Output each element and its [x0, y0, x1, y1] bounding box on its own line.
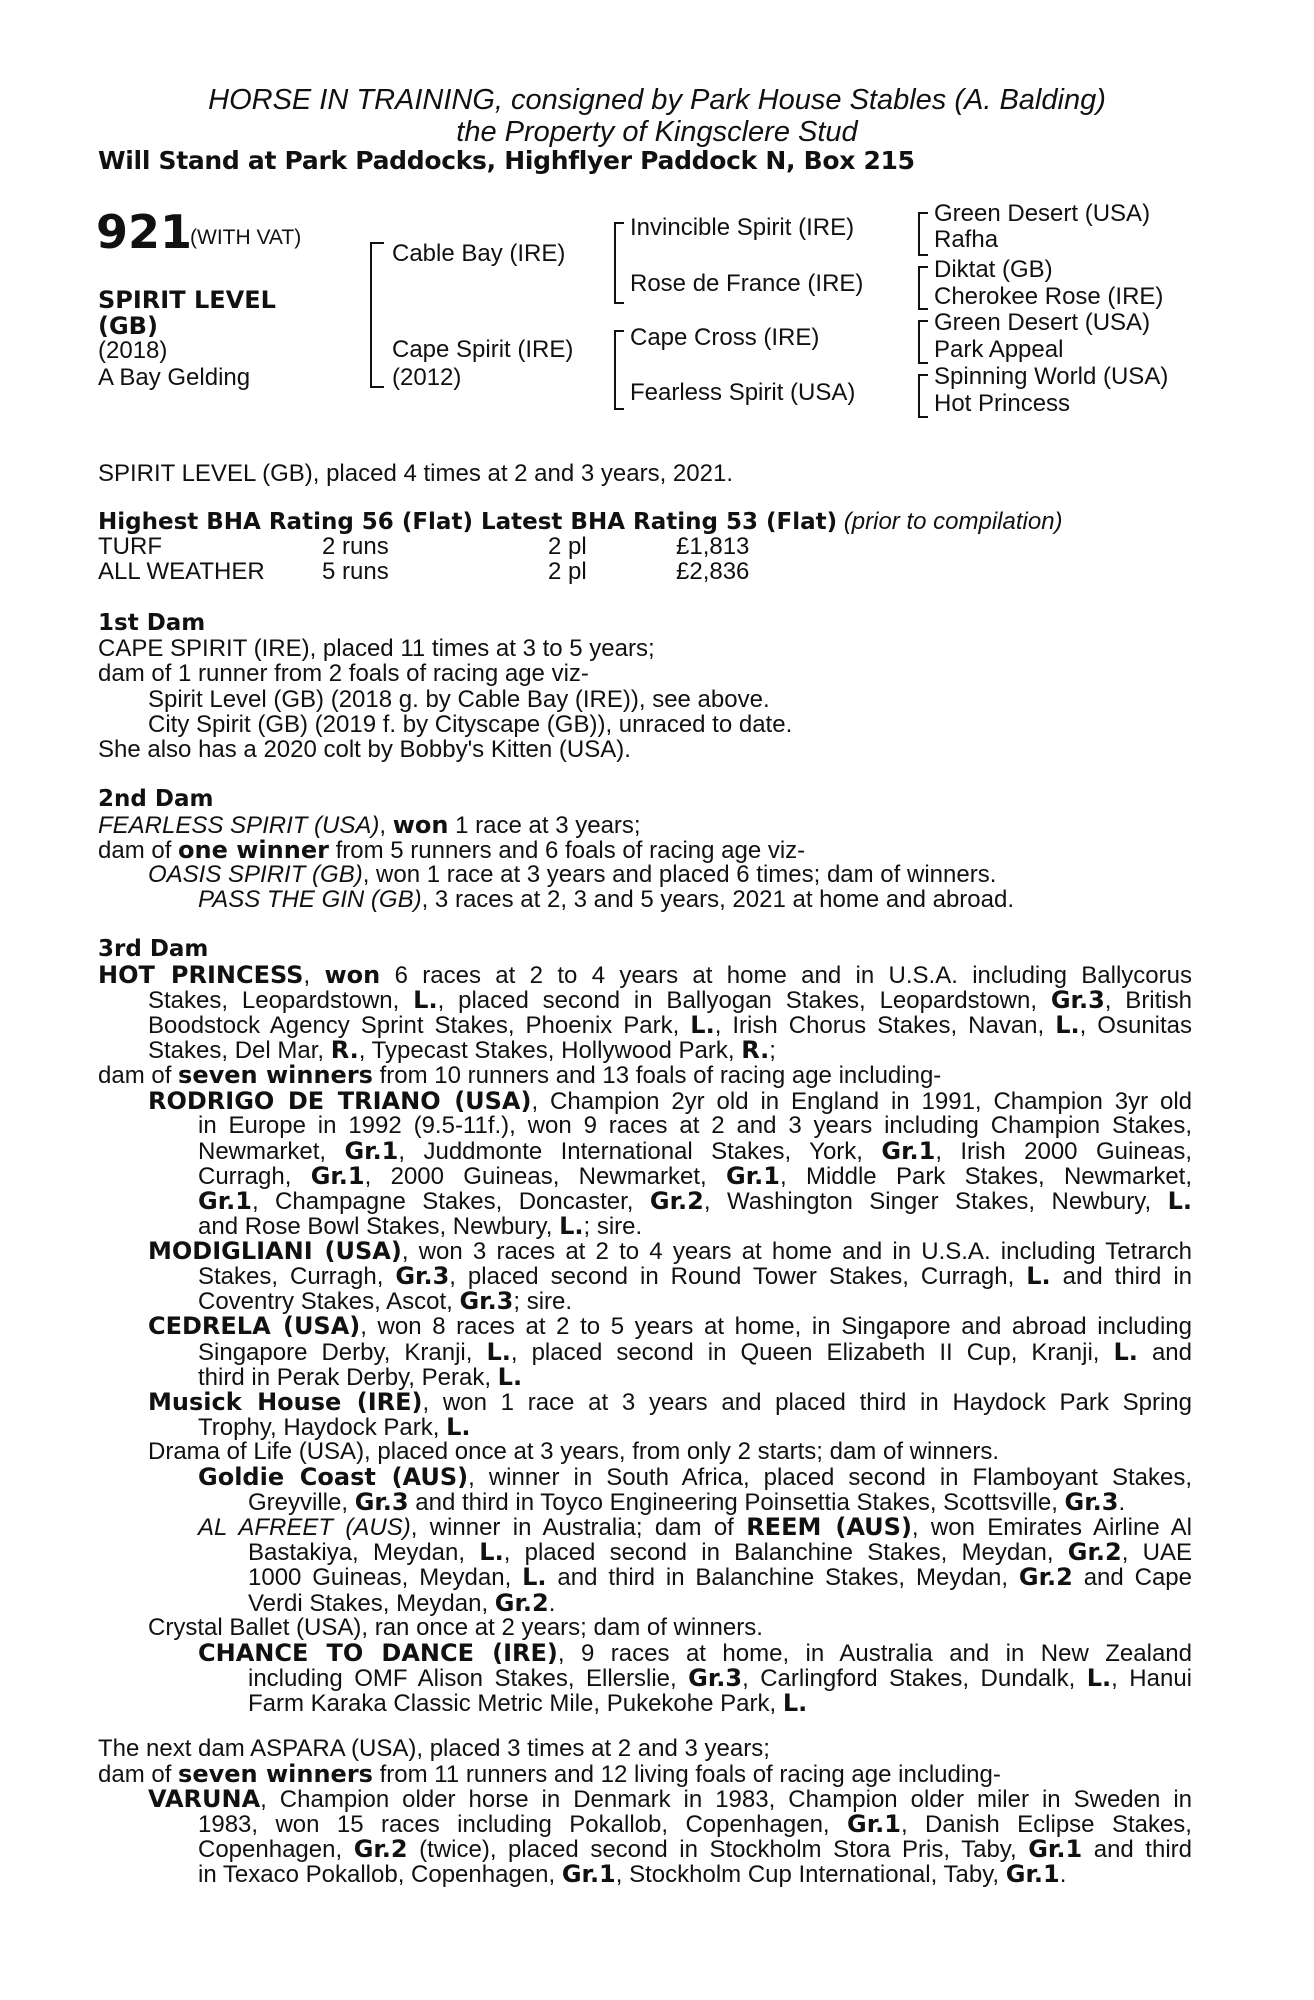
pedigree-text-line: Stakes, Del Mar, R., Typecast Stakes, Hollywood Park, R.;	[148, 1036, 776, 1065]
pedigree-text-line: Goldie Coast (AUS), winner in South Africa, placed second in Flamboyant Stakes,	[198, 1463, 1192, 1491]
horse-name: SPIRIT LEVEL	[98, 286, 276, 314]
header-line-1: HORSE IN TRAINING, consigned by Park House Stables (A. Balding)	[208, 84, 1106, 116]
pedigree-text-line: Curragh, Gr.1, 2000 Guineas, Newmarket, Gr.1, Middle Park Stakes, Newmarket,	[198, 1161, 1192, 1190]
pedigree-text-line: Newmarket, Gr.1, Juddmonte International Stakes, York, Gr.1, Irish 2000 Guineas,	[198, 1136, 1193, 1165]
horse-year: (2018)	[98, 337, 168, 364]
lot-number: 921	[96, 205, 193, 259]
pedigree-brace	[918, 320, 928, 364]
text: from 5 runners and 6 foals of racing age viz-	[328, 837, 806, 864]
text: , won 1 race at 3 years and placed 6 times; dam of winners.	[362, 861, 997, 888]
pedigree-brace	[918, 266, 928, 310]
pedigree-text-line: Musick House (IRE), won 1 race at 3 years and placed third in Haydock Park Spring	[148, 1387, 1193, 1416]
ped-ds: Cape Cross (IRE)	[630, 324, 820, 351]
text: from 11 runners and 12 living foals of racing age including-	[372, 1761, 1001, 1788]
pedigree-brace	[918, 212, 928, 256]
summary: SPIRIT LEVEL (GB), placed 4 times at 2 and 3 years, 2021.	[98, 460, 733, 487]
header-line-2: the Property of Kingsclere Stud	[456, 116, 858, 148]
pedigree-text-line: Stakes, Curragh, Gr.3, placed second in Round Tower Stakes, Curragh, L. and third in	[198, 1262, 1192, 1291]
text: won	[392, 811, 449, 839]
pedigree-brace	[918, 374, 928, 418]
ped-sdd: Cherokee Rose (IRE)	[934, 283, 1164, 310]
pedigree-text-line: Crystal Ballet (USA), ran once at 2 years; dam of winners.	[148, 1613, 763, 1641]
ped-dam-year: (2012)	[392, 364, 462, 391]
ped-dam: Cape Spirit (IRE)	[392, 336, 574, 363]
pedigree-text-line: Farm Karaka Classic Metric Mile, Pukekohe Park, L.	[248, 1688, 808, 1717]
pedigree-text-line: VARUNA, Champion older horse in Denmark in 1983, Champion older miler in Sweden in	[148, 1785, 1192, 1813]
ratings-note: (prior to compilation)	[843, 508, 1063, 535]
pedigree-text-line: MODIGLIANI (USA), won 3 races at 2 to 4 years at home and in U.S.A. including Tetrarch	[148, 1237, 1192, 1266]
first-dam-heading: 1st Dam	[98, 610, 206, 636]
pedigree-text-line: Drama of Life (USA), placed once at 3 years, from only 2 starts; dam of winners.	[148, 1437, 1000, 1465]
second-dam-produce	[148, 861, 996, 889]
ped-ss: Invincible Spirit (IRE)	[630, 214, 855, 241]
ped-sd: Rose de France (IRE)	[630, 270, 864, 297]
text: dam of	[98, 837, 179, 864]
pedigree-text-line: HOT PRINCESS, won 6 races at 2 to 4 years at home and in U.S.A. including Ballycorus	[98, 961, 1192, 989]
pedigree-text-line: Trophy, Haydock Park, L.	[198, 1412, 471, 1441]
ped-ssd: Rafha	[934, 226, 999, 253]
pedigree-text-line: CEDRELA (USA), won 8 races at 2 to 5 years at home, in Singapore and abroad including	[148, 1312, 1192, 1341]
ped-sire: Cable Bay (IRE)	[392, 240, 566, 267]
pedigree-text-line: third in Perak Derby, Perak, L.	[198, 1362, 523, 1391]
pedigree-brace	[370, 242, 384, 388]
pedigree-text-line: Boodstock Agency Sprint Stakes, Phoenix Park, L., Irish Chorus Stakes, Navan, L., Osunitas	[148, 1011, 1193, 1040]
pedigree-text-line: 1000 Guineas, Meydan, L. and third in Balanchine Stakes, Meydan, Gr.2 and Cape	[248, 1563, 1192, 1592]
next-dam-line: The next dam ASPARA (USA), placed 3 times at 2 and 3 years;	[98, 1735, 770, 1762]
pedigree-text-line: and Rose Bowl Stakes, Newbury, L.; sire.	[198, 1212, 643, 1240]
third-dam-heading: 3rd Dam	[98, 936, 209, 962]
text: one winner	[178, 836, 329, 864]
ratings-earnings: £2,836	[676, 558, 750, 585]
vat-label: (WITH VAT)	[190, 226, 302, 249]
first-dam-line: dam of 1 runner from 2 foals of racing age viz-	[98, 660, 589, 687]
first-dam-line: CAPE SPIRIT (IRE), placed 11 times at 3 to 5 years;	[98, 635, 655, 662]
first-dam-produce: Spirit Level (GB) (2018 g. by Cable Bay (IRE)), see above.	[148, 686, 770, 713]
ratings-runs: 5 runs	[322, 558, 389, 585]
horse-origin: (GB)	[98, 312, 158, 340]
pedigree-text-line: in Texaco Pokallob, Copenhagen, Gr.1, Stockholm Cup International, Taby, Gr.1.	[198, 1860, 1067, 1889]
pedigree-text-line: Gr.1, Champagne Stakes, Doncaster, Gr.2, Washington Singer Stakes, Newbury, L.	[198, 1186, 1192, 1215]
pedigree-text-line: Greyville, Gr.3 and third in Toyco Engineering Poinsettia Stakes, Scottsville, Gr.3.	[248, 1488, 1126, 1517]
ratings-earnings: £1,813	[676, 533, 750, 560]
ratings-placed: 2 pl	[548, 558, 587, 585]
pedigree-text-line: AL AFREET (AUS), winner in Australia; dam of REEM (AUS), won Emirates Airline Al	[198, 1513, 1193, 1542]
text: 1 race at 3 years;	[448, 812, 641, 839]
second-dam-heading: 2nd Dam	[98, 786, 214, 812]
pedigree-text-line: Bastakiya, Meydan, L., placed second in Balanchine Stakes, Meydan, Gr.2, UAE	[248, 1538, 1193, 1567]
header-line-3: Will Stand at Park Paddocks, Highflyer Paddock N, Box 215	[98, 146, 915, 175]
ped-dss: Green Desert (USA)	[934, 309, 1151, 336]
ped-sds: Diktat (GB)	[934, 256, 1053, 283]
ratings-heading	[98, 508, 1063, 536]
horse-desc: A Bay Gelding	[98, 364, 251, 391]
ped-dds: Spinning World (USA)	[934, 363, 1169, 390]
pedigree-text-line: CHANCE TO DANCE (IRE), 9 races at home, in Australia and in New Zealand	[198, 1638, 1192, 1667]
pedigree-text-line: Singapore Derby, Kranji, L., placed second in Queen Elizabeth II Cup, Kranji, L. and	[198, 1337, 1192, 1366]
ratings-surface: ALL WEATHER	[98, 558, 265, 585]
ped-dsd: Park Appeal	[934, 336, 1064, 363]
ratings-runs: 2 runs	[322, 533, 389, 560]
pedigree-text-line: in Europe in 1992 (9.5-11f.), won 9 races at 2 and 3 years including Champion Stakes,	[198, 1111, 1192, 1139]
first-dam-produce: City Spirit (GB) (2019 f. by Cityscape (GB)), unraced to date.	[148, 711, 793, 738]
ratings-title: Highest BHA Rating 56 (Flat) Latest BHA Rating 53 (Flat)	[98, 509, 838, 535]
text: OASIS SPIRIT (GB)	[148, 861, 363, 888]
text: , 3 races at 2, 3 and 5 years, 2021 at home and abroad.	[421, 886, 1014, 913]
pedigree-text-line: Coventry Stakes, Ascot, Gr.3; sire.	[198, 1287, 573, 1316]
pedigree-text-line: Stakes, Leopardstown, L., placed second in Ballyogan Stakes, Leopardstown, Gr.3, British	[148, 986, 1192, 1015]
pedigree-text-line: dam of seven winners from 10 runners and 13 foals of racing age including-	[98, 1061, 942, 1090]
ped-ddd: Hot Princess	[934, 390, 1071, 417]
text: dam of	[98, 1761, 179, 1788]
second-dam-name: FEARLESS SPIRIT (USA)	[98, 812, 380, 839]
pedigree-text-line: including OMF Alison Stakes, Ellerslie, Gr.3, Carlingford Stakes, Dundalk, L., Hanui	[248, 1663, 1193, 1692]
ped-sss: Green Desert (USA)	[934, 200, 1151, 227]
pedigree-text-line: RODRIGO DE TRIANO (USA), Champion 2yr old in England in 1991, Champion 3yr old	[148, 1086, 1193, 1115]
second-dam-produce	[198, 886, 1014, 914]
pedigree-brace	[614, 330, 624, 410]
pedigree-text-line: 1983, won 15 races including Pokallob, Copenhagen, Gr.1, Danish Eclipse Stakes,	[198, 1810, 1192, 1839]
first-dam-line: She also has a 2020 colt by Bobby's Kitten (USA).	[98, 736, 631, 763]
ped-dd: Fearless Spirit (USA)	[630, 379, 856, 406]
pedigree-text-line: Verdi Stakes, Meydan, Gr.2.	[248, 1588, 556, 1617]
text: ,	[379, 812, 393, 839]
pedigree-brace	[614, 222, 624, 304]
text: seven winners	[178, 1760, 373, 1788]
ratings-surface: TURF	[98, 533, 162, 560]
pedigree-text-line: Copenhagen, Gr.2 (twice), placed second in Stockholm Stora Pris, Taby, Gr.1 and third	[198, 1835, 1192, 1864]
text: PASS THE GIN (GB)	[198, 886, 422, 913]
ratings-placed: 2 pl	[548, 533, 587, 560]
